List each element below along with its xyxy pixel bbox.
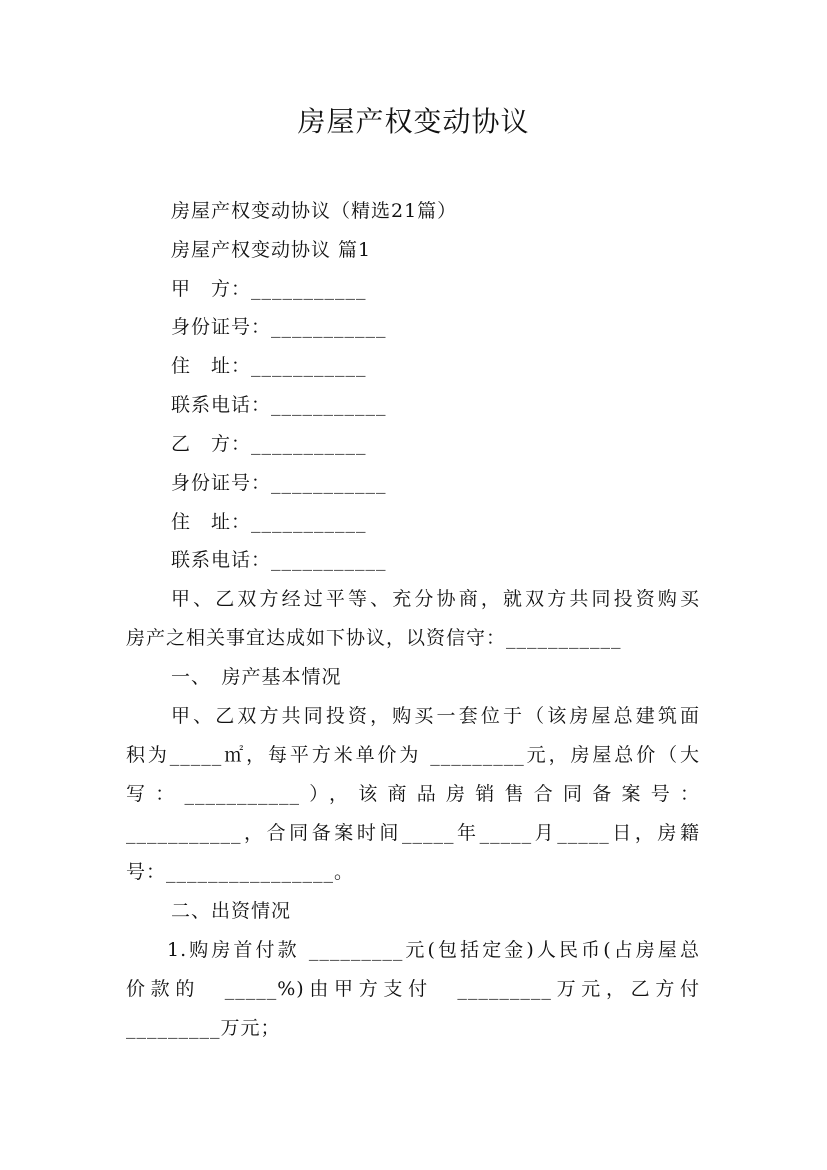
- section-2-paragraph-line-3: _________万元；: [126, 1017, 281, 1039]
- section-1-heading: 一、 房产基本情况: [171, 666, 342, 688]
- section-2-paragraph-line-1: 1.购房首付款 _________元(包括定金)人民币(占房屋总: [167, 939, 700, 961]
- party-b-id-field: 身份证号：___________: [171, 472, 387, 494]
- party-b-name-field: 乙 方：___________: [171, 433, 367, 455]
- chapter-heading: 房屋产权变动协议 篇1: [171, 239, 372, 261]
- section-2-heading: 二、出资情况: [171, 900, 292, 922]
- party-a-id-field: 身份证号：___________: [171, 316, 387, 338]
- document-title: 房屋产权变动协议: [297, 105, 530, 138]
- party-b-address-field: 住 址：___________: [171, 511, 367, 533]
- section-2-paragraph-line-2: 价款的 _____%)由甲方支付 _________万元，乙方付: [126, 978, 700, 1000]
- party-a-name-field: 甲 方：___________: [171, 278, 367, 300]
- document-subtitle: 房屋产权变动协议（精选21篇）: [171, 200, 458, 222]
- section-1-paragraph-line-5: 号：________________。: [126, 861, 355, 883]
- party-a-phone-field: 联系电话：___________: [171, 394, 387, 416]
- intro-paragraph-line-1: 甲、乙双方经过平等、充分协商，就双方共同投资购买: [171, 588, 700, 610]
- party-b-phone-field: 联系电话：___________: [171, 549, 387, 571]
- section-1-paragraph-line-3: 写：___________），该商品房销售合同备案号：: [126, 783, 700, 805]
- section-1-paragraph-line-1: 甲、乙双方共同投资，购买一套位于（该房屋总建筑面: [171, 705, 700, 727]
- section-1-paragraph-line-2: 积为_____㎡，每平方米单价为 _________元，房屋总价（大: [126, 744, 700, 766]
- intro-paragraph-line-2: 房产之相关事宜达成如下协议，以资信守：___________: [126, 627, 622, 649]
- section-1-paragraph-line-4: ___________，合同备案时间_____年_____月_____日，房籍: [126, 822, 700, 844]
- party-a-address-field: 住 址：___________: [171, 355, 367, 377]
